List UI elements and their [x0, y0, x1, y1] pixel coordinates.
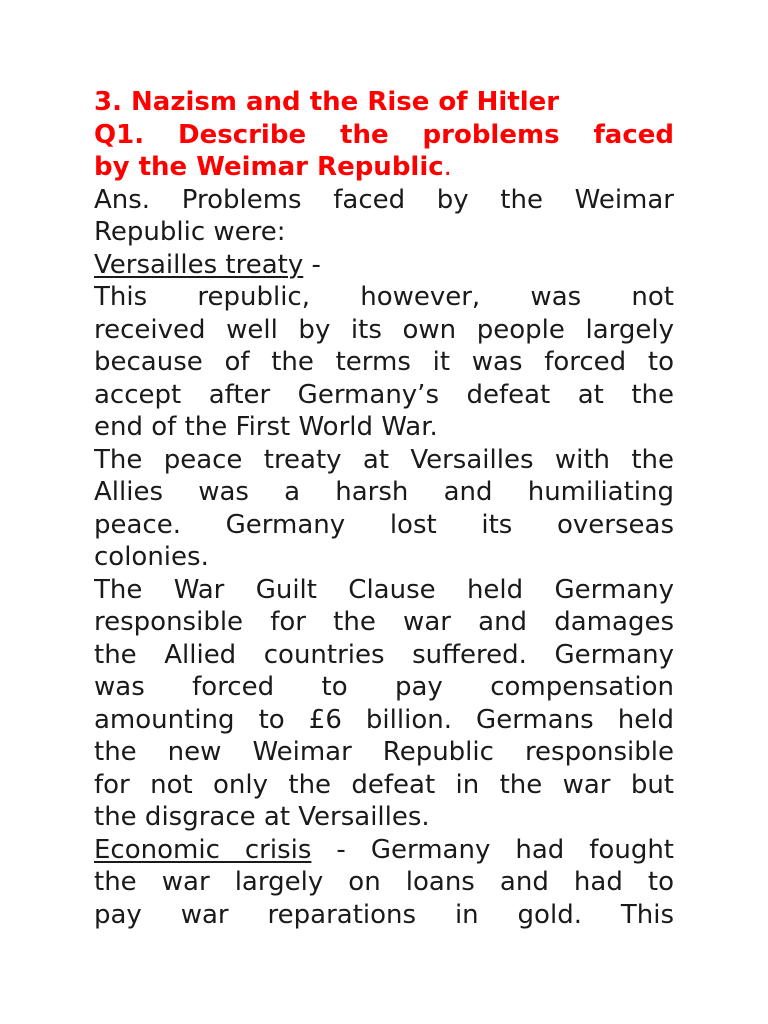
economic-line: pay war reparations in gold. This: [94, 899, 674, 930]
question-line-2-period: .: [443, 152, 452, 182]
versailles-para3-line: the disgrace at Versailles.: [94, 802, 430, 832]
versailles-para1-line: This republic, however, was not: [94, 282, 674, 312]
versailles-para3-line: amounting to £6 billion. Germans held: [94, 704, 674, 735]
versailles-para2-line: colonies.: [94, 542, 209, 572]
chapter-title: 3. Nazism and the Rise of Hitler: [94, 87, 560, 117]
versailles-para3-line: the new Weimar Republic responsible: [94, 737, 674, 767]
versailles-para3-line: The War Guilt Clause held Germany: [94, 574, 674, 605]
versailles-para1-line: because of the terms it was forced to: [94, 347, 674, 377]
versailles-para1-line: accept after Germany’s defeat at the: [94, 379, 674, 410]
versailles-para1-line: received well by its own people largely: [94, 314, 674, 345]
economic-heading: Economic crisis: [94, 834, 312, 865]
question-line-2-text: by the Weimar Republic: [94, 152, 444, 182]
question-line-2: [94, 151, 674, 184]
economic-line: the war largely on loans and had to: [94, 867, 674, 897]
answer-intro-line-2: Republic were:: [94, 217, 286, 247]
versailles-para3-line: was forced to pay compensation: [94, 672, 674, 702]
versailles-para3-line: the Allied countries suffered. Germany: [94, 639, 674, 670]
versailles-para3-line: for not only the defeat in the war but: [94, 769, 674, 800]
economic-heading-line: [94, 834, 674, 867]
versailles-heading: Versailles treaty: [94, 249, 304, 280]
versailles-heading-line: [94, 249, 674, 282]
versailles-para3-line: responsible for the war and damages: [94, 607, 674, 637]
question-line-1: Q1. Describe the problems faced: [94, 119, 674, 150]
versailles-para2-line: Allies was a harsh and humiliating: [94, 477, 674, 507]
answer-intro-line-1: Ans. Problems faced by the Weimar: [94, 184, 674, 215]
versailles-para2-line: peace. Germany lost its overseas: [94, 509, 674, 540]
economic-heading-rest: - Germany had fought: [311, 834, 674, 865]
versailles-para2-line: The peace treaty at Versailles with the: [94, 444, 674, 475]
versailles-para1-line: end of the First World War.: [94, 412, 438, 442]
versailles-heading-suffix: -: [303, 249, 321, 280]
